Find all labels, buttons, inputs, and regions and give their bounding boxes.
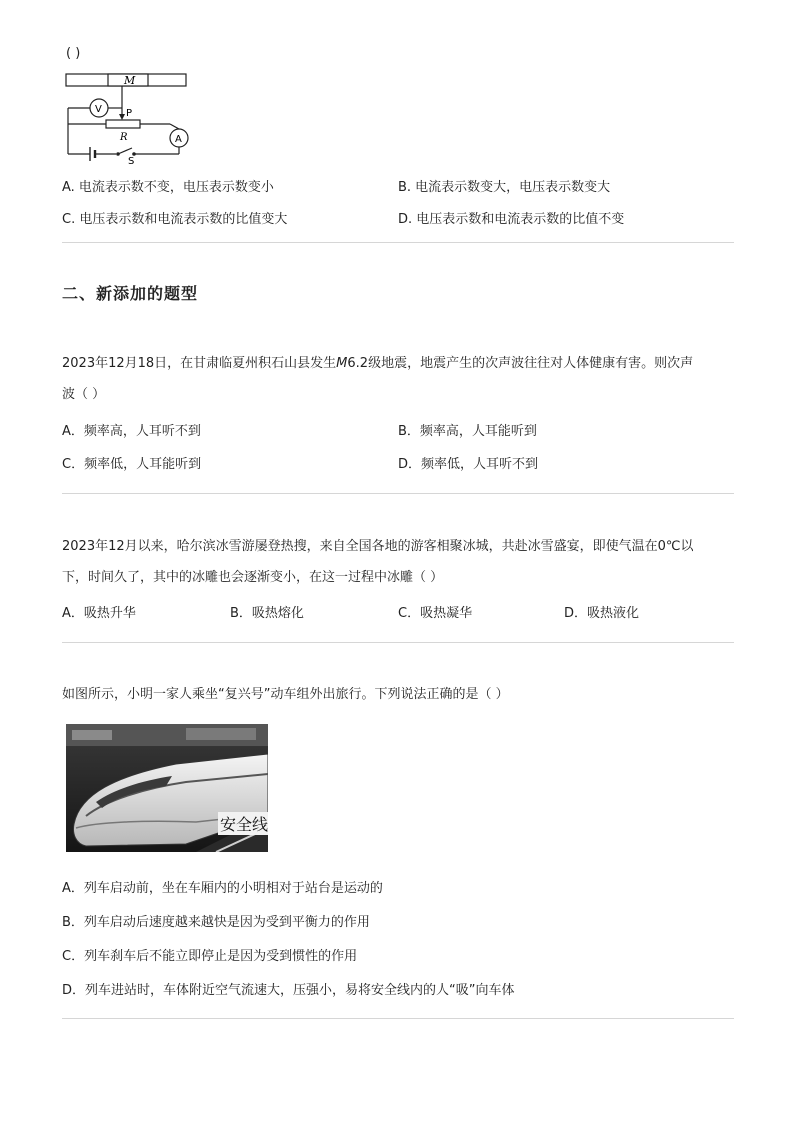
q1-stem-line2: 波（ ）	[62, 387, 106, 402]
q0-option-d[interactable]: D. 电压表示数和电流表示数的比值不变	[398, 212, 625, 227]
q2-option-c[interactable]: C．吸热凝华	[398, 606, 473, 621]
q2-option-b[interactable]: B．吸热熔化	[230, 606, 304, 621]
safety-line-label: 安全线	[218, 812, 268, 835]
q1-option-b[interactable]: B．频率高，人耳能听到	[398, 424, 537, 439]
q1-stem-line1	[62, 354, 693, 374]
label-p: P	[126, 108, 133, 119]
q2-stem-line2: 下，时间久了，其中的冰雕也会逐渐变小，在这一过程中冰雕（ ）	[62, 570, 444, 585]
q2-option-a[interactable]: A．吸热升华	[62, 606, 136, 621]
q0-option-b[interactable]: B. 电流表示数变大，电压表示数变大	[398, 180, 611, 195]
answer-bracket: ( )	[66, 46, 81, 61]
q1-option-d[interactable]: D．频率低，人耳听不到	[398, 457, 539, 472]
resistor-icon	[106, 120, 140, 128]
divider	[62, 642, 734, 643]
label-m: M	[124, 74, 136, 87]
train-photo	[66, 724, 268, 852]
q3-stem: 如图所示，小明一家人乘坐“复兴号”动车组外出旅行。下列说法正确的是（ ）	[62, 687, 509, 702]
q1-magnitude-symbol: M	[336, 356, 348, 371]
q1-stem-post: 6.2级地震，地震产生的次声波往往对人体健康有害。则次声	[347, 356, 694, 371]
q1-option-a[interactable]: A．频率高，人耳听不到	[62, 424, 201, 439]
q3-option-d[interactable]: D．列车进站时，车体附近空气流速大，压强小，易将安全线内的人“吸”向车体	[62, 983, 515, 998]
q2-option-d[interactable]: D．吸热液化	[564, 606, 640, 621]
section-title: 二、新添加的题型	[62, 284, 199, 303]
q2-stem-line1: 2023年12月以来，哈尔滨冰雪游屡登热搜，来自全国各地的游客相聚冰城，共赴冰雪盛宴，即使气温在0℃以	[62, 539, 694, 554]
q0-option-a[interactable]: A. 电流表示数不变，电压表示数变小	[62, 180, 274, 195]
label-r: R	[120, 132, 128, 143]
q3-option-a[interactable]: A．列车启动前，坐在车厢内的小明相对于站台是运动的	[62, 881, 383, 896]
divider	[62, 242, 734, 243]
divider	[62, 1018, 734, 1019]
circuit-diagram	[62, 70, 192, 164]
label-s: S	[128, 156, 135, 164]
q3-option-c[interactable]: C．列车刹车后不能立即停止是因为受到惯性的作用	[62, 949, 358, 964]
label-a: A	[175, 134, 182, 145]
q3-option-b[interactable]: B．列车启动后速度越来越快是因为受到平衡力的作用	[62, 915, 370, 930]
switch-icon	[118, 148, 132, 154]
q1-option-c[interactable]: C．频率低，人耳能听到	[62, 457, 202, 472]
label-v: V	[95, 104, 102, 115]
divider	[62, 493, 734, 494]
q1-stem-pre: 2023年12月18日，在甘肃临夏州积石山县发生	[62, 356, 337, 371]
q0-option-c[interactable]: C. 电压表示数和电流表示数的比值变大	[62, 212, 288, 227]
